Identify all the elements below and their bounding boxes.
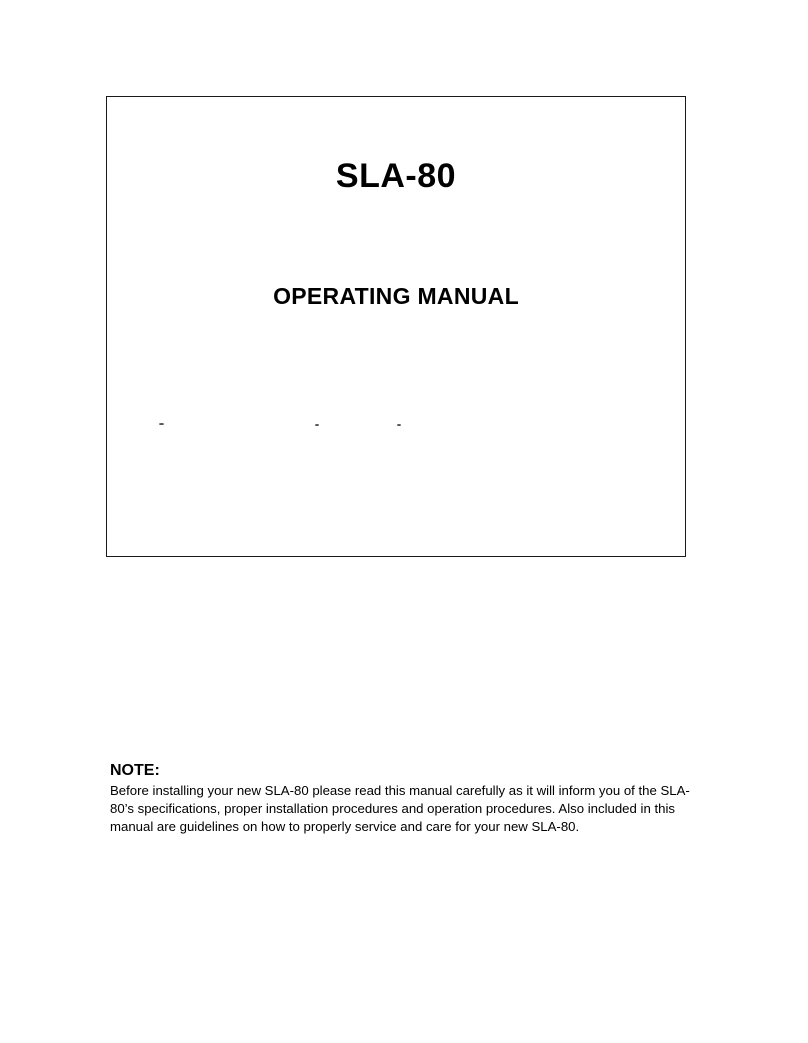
note-heading: NOTE:: [110, 762, 160, 779]
scan-speck: [159, 423, 164, 425]
note-body: Before installing your new SLA-80 please read this manual carefully as it will inform you of the SLA-80’s specifications, proper installation procedures and operation procedures. Also included in this manual are guidelines on how to properly service and care for your new SLA-80.: [110, 783, 690, 834]
cover-title-box: [106, 96, 686, 557]
document-subtitle: OPERATING MANUAL: [273, 283, 519, 309]
scan-speck: [397, 424, 401, 426]
document-title: SLA-80: [335, 157, 457, 195]
scan-speck: [315, 424, 319, 426]
note-section: [110, 761, 710, 836]
